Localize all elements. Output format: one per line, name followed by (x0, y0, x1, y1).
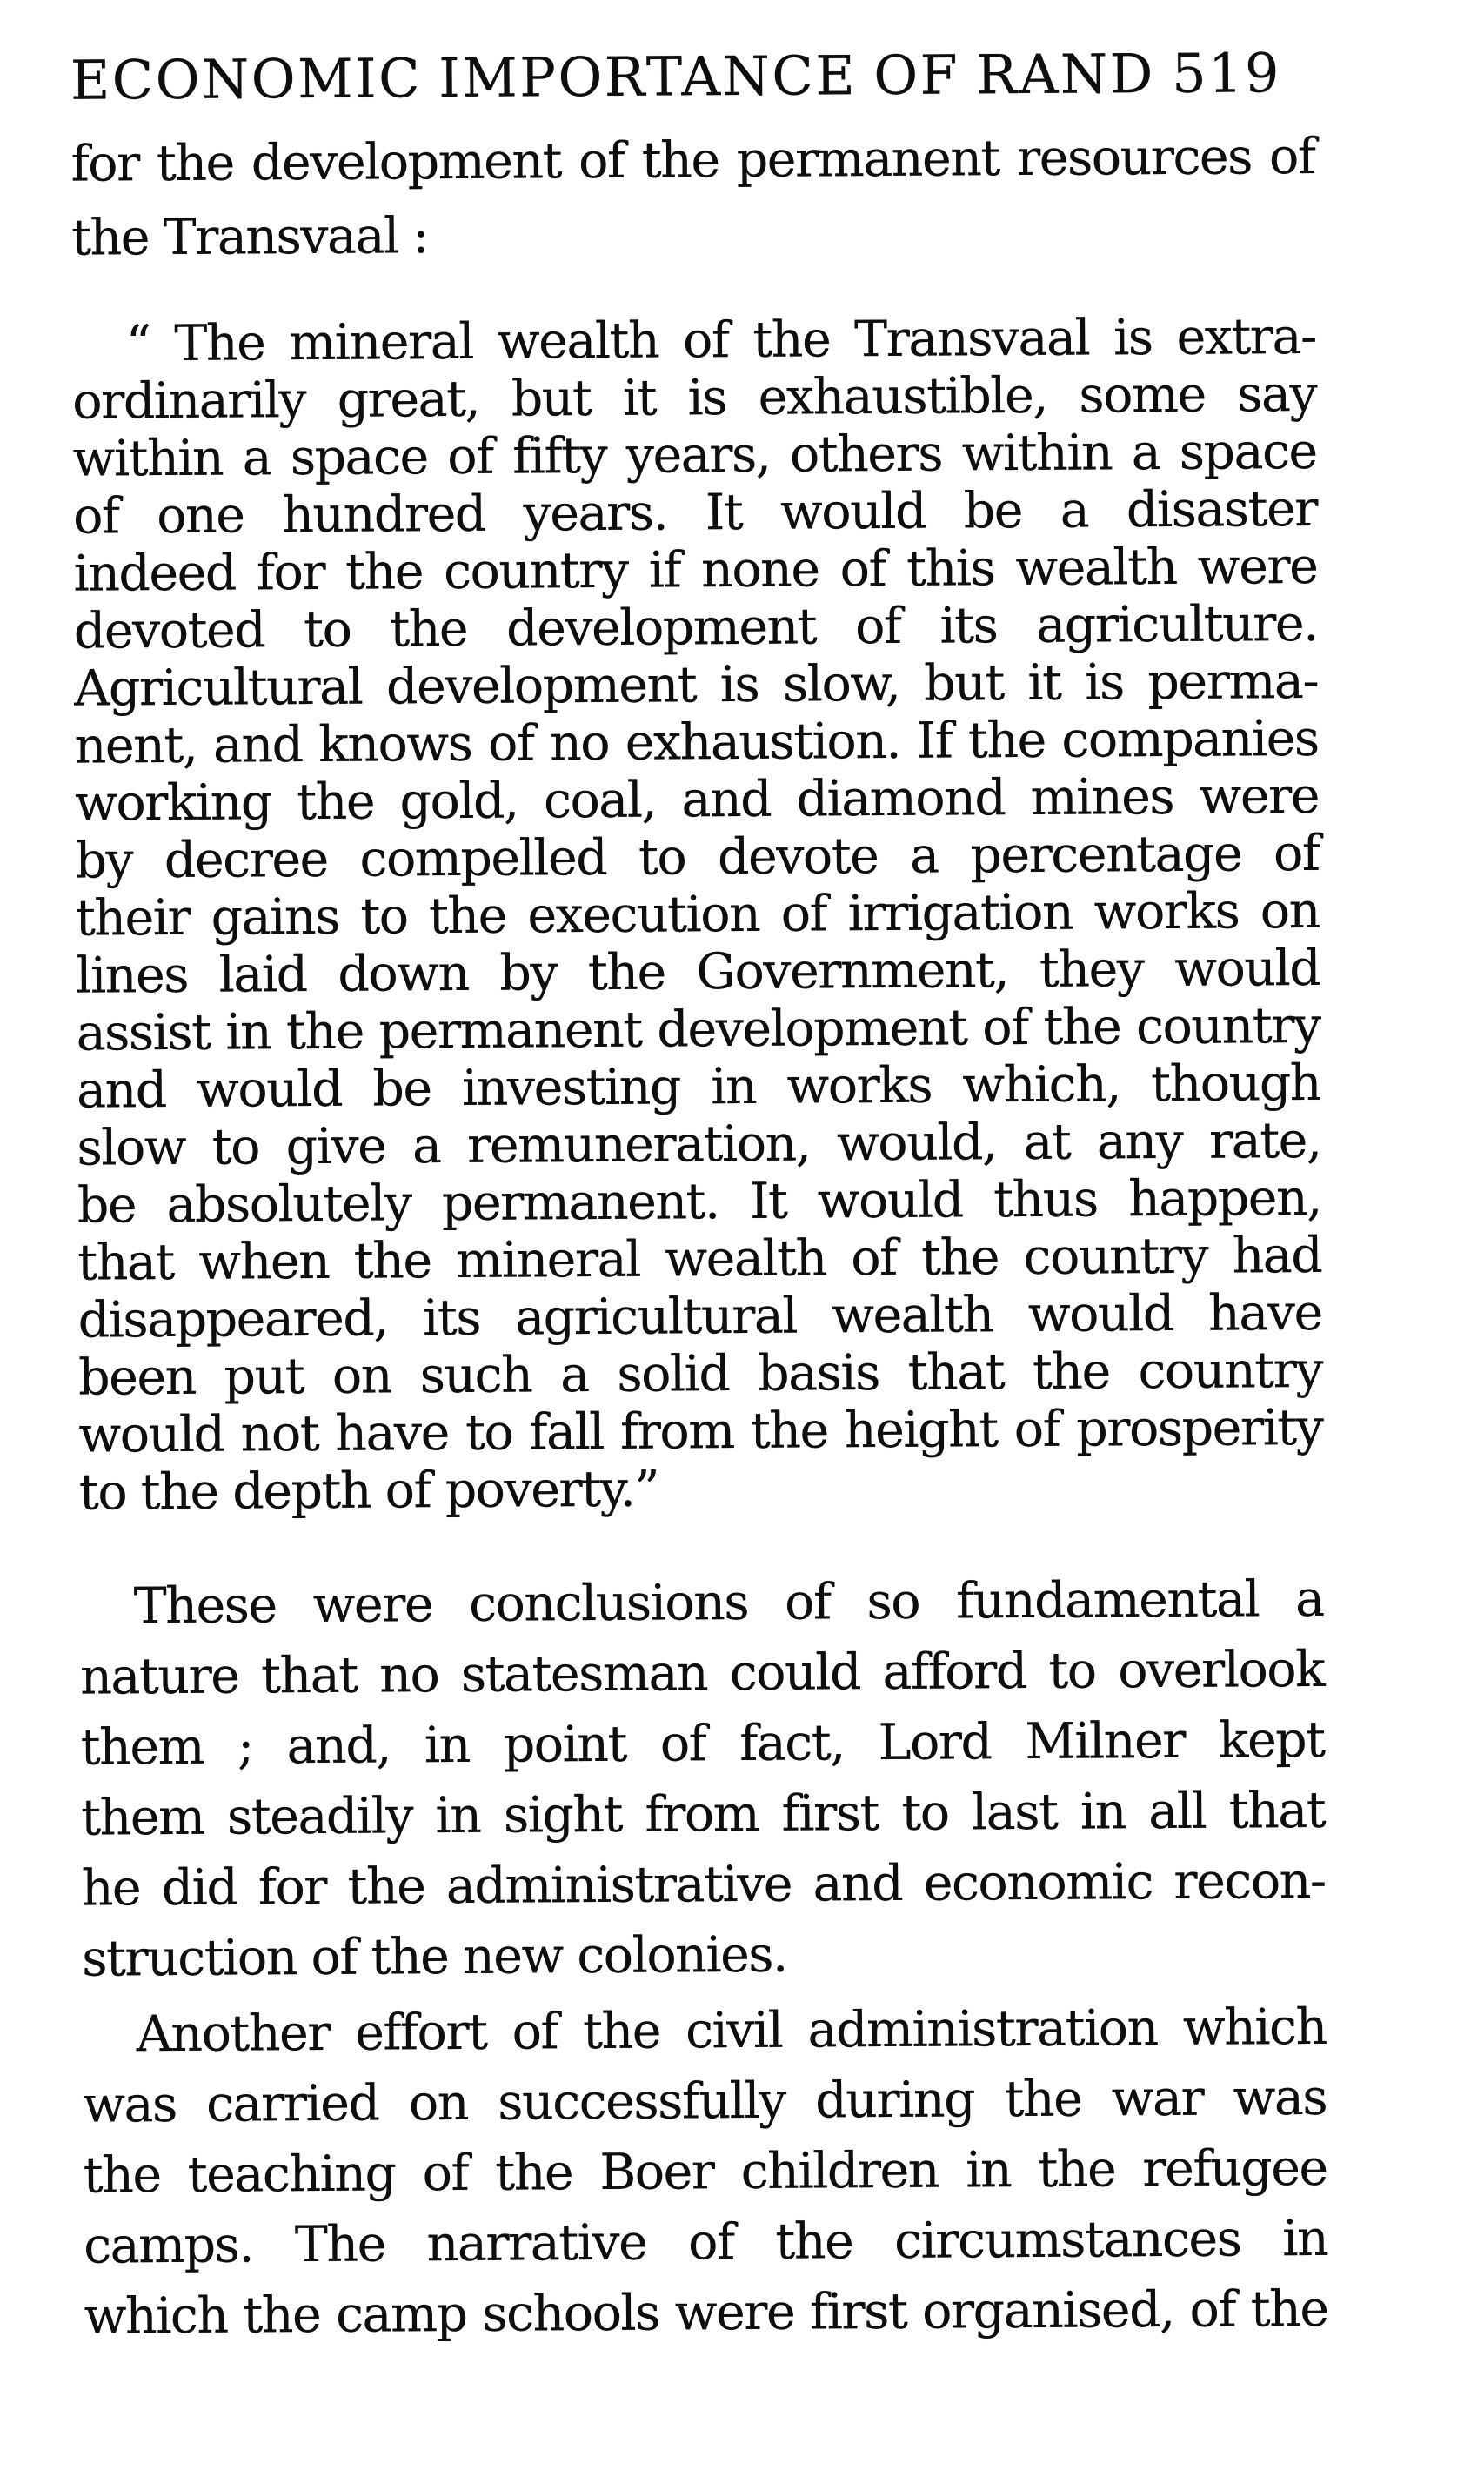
text-line: been put on such a solid basis that the country (77, 1341, 1323, 1407)
text-line: for the development of the permanent resources of (70, 127, 1315, 193)
text-line: the teaching of the Boer children in the refugee (83, 2139, 1327, 2205)
text-line: These were conclusions of so fundamental a (133, 1570, 1324, 1636)
text-line: slow to give a remuneration, would, at any rate, (77, 1111, 1321, 1177)
text-line: devoted to the development of its agriculture. (73, 594, 1318, 660)
header-title: ECONOMIC (70, 46, 423, 112)
text-line: which the camp schools were first organised, of the (84, 2279, 1328, 2346)
header-title: OF (873, 43, 960, 108)
text-line: the Transvaal : (70, 207, 429, 267)
text-line: to the depth of poverty.” (78, 1460, 659, 1522)
text-line: by decree compelled to devote a percentage of (75, 824, 1320, 890)
text-line: Agricultural development is slow, but it is perma- (74, 652, 1319, 718)
text-line: ordinarily great, but it is exhaustible, some say (72, 365, 1317, 431)
header-title: IMPORTANCE (438, 44, 858, 110)
schools-paragraph (82, 1992, 1327, 2353)
text-line: them steadily in sight from first to last in all that (81, 1781, 1326, 1847)
text-line: and would be investing in works which, though (76, 1054, 1321, 1120)
text-line: camps. The narrative of the circumstances in (84, 2209, 1328, 2275)
text-line: nent, and knows of no exhaustion. If the companies (74, 709, 1319, 775)
text-line: disappeared, its agricultural wealth would have (77, 1283, 1322, 1349)
text-line: indeed for the country if none of this wealth were (73, 537, 1318, 603)
header-title: RAND (976, 42, 1156, 107)
milner-paragraph (79, 1564, 1326, 1995)
text-line: lines laid down by the Government, they would (76, 939, 1320, 1005)
text-line: would not have to fall from the height of prosperity (78, 1398, 1323, 1464)
text-line: assist in the permanent development of the country (76, 996, 1320, 1062)
page-header (70, 42, 1281, 112)
text-line: within a space of fifty years, others within a space (72, 422, 1317, 488)
text-line: them ; and, in point of fact, Lord Milner kept (80, 1710, 1325, 1777)
text-line: was carried on successfully during the war was (83, 2068, 1327, 2134)
text-line: Another effort of the civil administration which (136, 1998, 1327, 2064)
text-line: he did for the administrative and economic recon- (81, 1851, 1326, 1918)
text-line: “ The mineral wealth of the Transvaal is extra- (125, 307, 1316, 373)
text-line: of one hundred years. It would be a disaster (72, 479, 1318, 546)
text-line: nature that no statesman could afford to overlook (80, 1640, 1325, 1706)
text-line: their gains to the execution of irrigation works on (75, 881, 1320, 947)
text-line: working the gold, coal, and diamond mines were (74, 766, 1320, 833)
text-line: that when the mineral wealth of the country had (77, 1226, 1322, 1292)
page-number: 519 (1171, 41, 1282, 105)
intro-paragraph (70, 120, 1315, 276)
text-line: be absolutely permanent. It would thus happen, (77, 1168, 1322, 1235)
quoted-paragraph (72, 308, 1323, 1522)
text-line: struction of the new colonies. (82, 1925, 787, 1988)
